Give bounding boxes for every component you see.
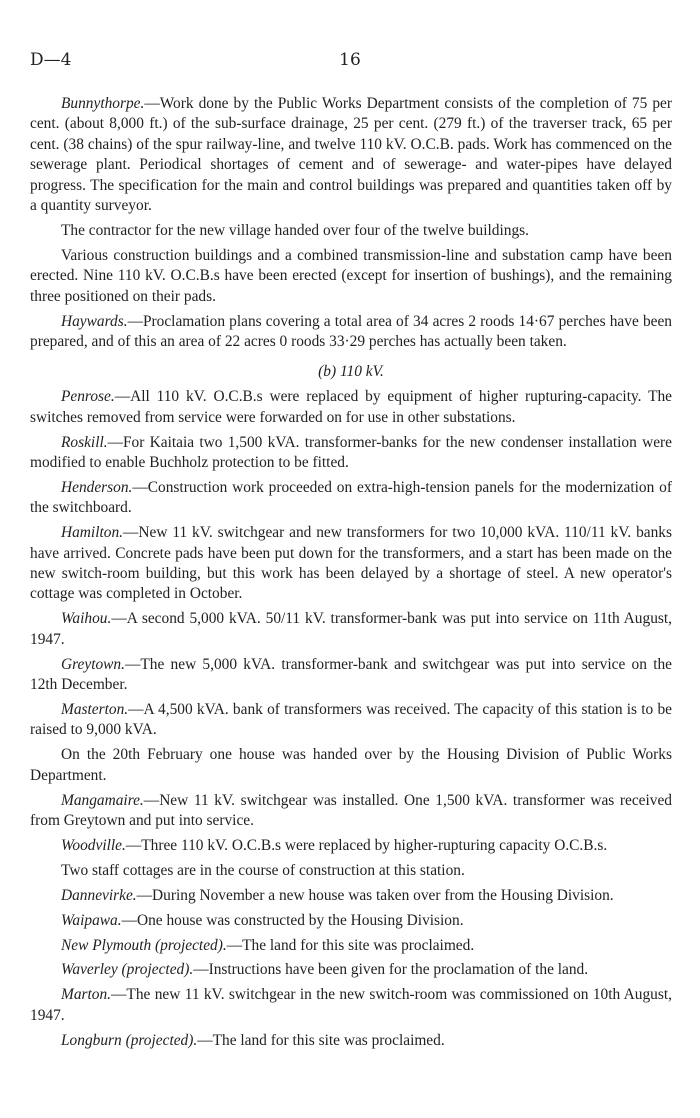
page-header [30,50,670,74]
paragraph-text: —Three 110 kV. O.C.B.s were replaced by higher-rupturing capacity O.C.B.s. [125,836,608,854]
paragraph-lead: Henderson. [61,478,133,496]
paragraph-text: —Proclamation plans covering a total area of 34 acres 2 roods 14·67 perches have been prepared, and of this an area of 22 acres 0 roods 33·29 perches has actually been taken. [30,312,672,350]
paragraph-lead: Bunnythorpe. [61,95,145,112]
paragraph-text: —Work done by the Public Works Department consists of the completion of 75 per cent. (about 8,000 ft.) of the sub-surface drainage, 25 per cent. (279 ft.) of the traverser track, 65 per cent. (38 chains) of the spur railway-line, and twelve 110 kV. O.C.B. pads. Work has commenced on the sewerage plant. Periodical shortages of cement and of sewerage- and water-pipes have delayed progress. The specification for the main and control buildings was prepared and quantities taken off by a quantity surveyor. [30,95,672,215]
paragraph-lead: Mangamaire. [61,791,144,809]
paragraph-contractor [30,221,672,241]
paragraph-text: —New 11 kV. switchgear was installed. One 1,500 kVA. transformer was received from Greytown and put into service. [30,791,672,829]
paragraph-lead: Hamilton. [61,524,123,542]
page-number: 16 [339,50,361,70]
paragraph-woodville-cottages [30,861,672,881]
paragraph-text: Various construction buildings and a combined transmission-line and substation camp have been erected. Nine 110 kV. O.C.B.s have been erected (except for insertion of bushings), and the remaining three positioned on their pads. [30,246,672,305]
paragraph-henderson [30,478,672,519]
paragraph-text: —The new 5,000 kVA. transformer-bank and switchgear was put into service on the 12th December. [30,655,672,694]
paragraph-waihou [30,609,672,650]
paragraph-lead: Roskill. [61,433,108,451]
paragraph-lead: Woodville. [61,836,126,854]
paragraph-new-plymouth [30,936,672,956]
paragraph-penrose [30,387,672,428]
paragraph-longburn [30,1031,672,1051]
subheading-title: 110 kV. [339,363,384,381]
paragraph-text: —New 11 kV. switchgear and new transformers for two 10,000 kVA. 110/11 kV. banks have arrived. Concrete pads have been put down for the transformers, and a start has been made on the new switch-room building, but this work has been delayed by a shortage of steel. A new operator's cottage was completed in October. [30,524,672,603]
paragraph-text: On the 20th February one house was handed over by the Housing Division of Public Works Department. [30,746,672,784]
paragraph-text: —One house was constructed by the Housing Division. [121,911,464,929]
paragraph-lead: Haywards. [61,312,128,330]
paragraph-text: —For Kaitaia two 1,500 kVA. transformer-banks for the new condenser installation were modified to enable Buchholz protection to be fitted. [30,433,672,471]
paragraph-lead: Marton. [61,986,112,1004]
paragraph-text: —The new 11 kV. switchgear in the new switch-room was commissioned on 10th August, 1947. [30,986,672,1024]
paragraph-lead: New Plymouth (projected). [61,936,227,954]
paragraph-text: —Instructions have been given for the proclamation of the land. [193,961,589,979]
paragraph-text: —A second 5,000 kVA. 50/11 kV. transformer-bank was put into service on 11th August, 1947. [30,610,672,648]
paragraph-hamilton [30,523,672,605]
paragraph-masterton [30,700,672,741]
paragraph-masterton-house [30,745,672,786]
paragraph-mangamaire [30,791,672,832]
paragraph-marton [30,985,672,1026]
document-body [30,94,672,1056]
paragraph-bunnythorpe [30,94,672,216]
paragraph-text: —A 4,500 kVA. bank of transformers was received. The capacity of this station is to be raised to 9,000 kVA. [30,700,672,739]
paragraph-text: —All 110 kV. O.C.B.s were replaced by equipment of higher rupturing-capacity. The switches removed from service were forwarded on for use in other substations. [30,388,672,426]
paragraph-waverley [30,960,672,980]
paragraph-lead: Dannevirke. [61,886,137,904]
paragraph-lead: Waihou. [61,610,112,628]
section-subheading [30,362,672,382]
paragraph-woodville [30,836,672,856]
paragraph-waipawa [30,911,672,931]
paragraph-text: —During November a new house was taken over from the Housing Division. [136,886,614,904]
paragraph-lead: Masterton. [61,700,129,718]
paragraph-greytown [30,655,672,696]
paragraph-lead: Greytown. [61,655,125,673]
paragraph-lead: Penrose. [61,388,115,406]
paragraph-construction [30,246,672,307]
paragraph-roskill [30,433,672,474]
paragraph-text: Two staff cottages are in the course of construction at this station. [61,861,465,879]
paragraph-text: The contractor for the new village handed over four of the twelve buildings. [61,221,529,239]
paragraph-text: —The land for this site was proclaimed. [226,936,475,954]
paragraph-text: —Construction work proceeded on extra-high-tension panels for the modernization of the switchboard. [30,478,672,517]
paragraph-lead: Waipawa. [61,911,122,929]
paragraph-text: —The land for this site was proclaimed. [197,1031,445,1049]
paragraph-dannevirke [30,886,672,906]
paragraph-lead: Longburn (projected). [61,1031,198,1049]
subheading-prefix: (b) [318,363,337,381]
paragraph-lead: Waverley (projected). [61,961,194,979]
paragraph-haywards [30,312,672,353]
section-code: D—4 [30,50,72,70]
